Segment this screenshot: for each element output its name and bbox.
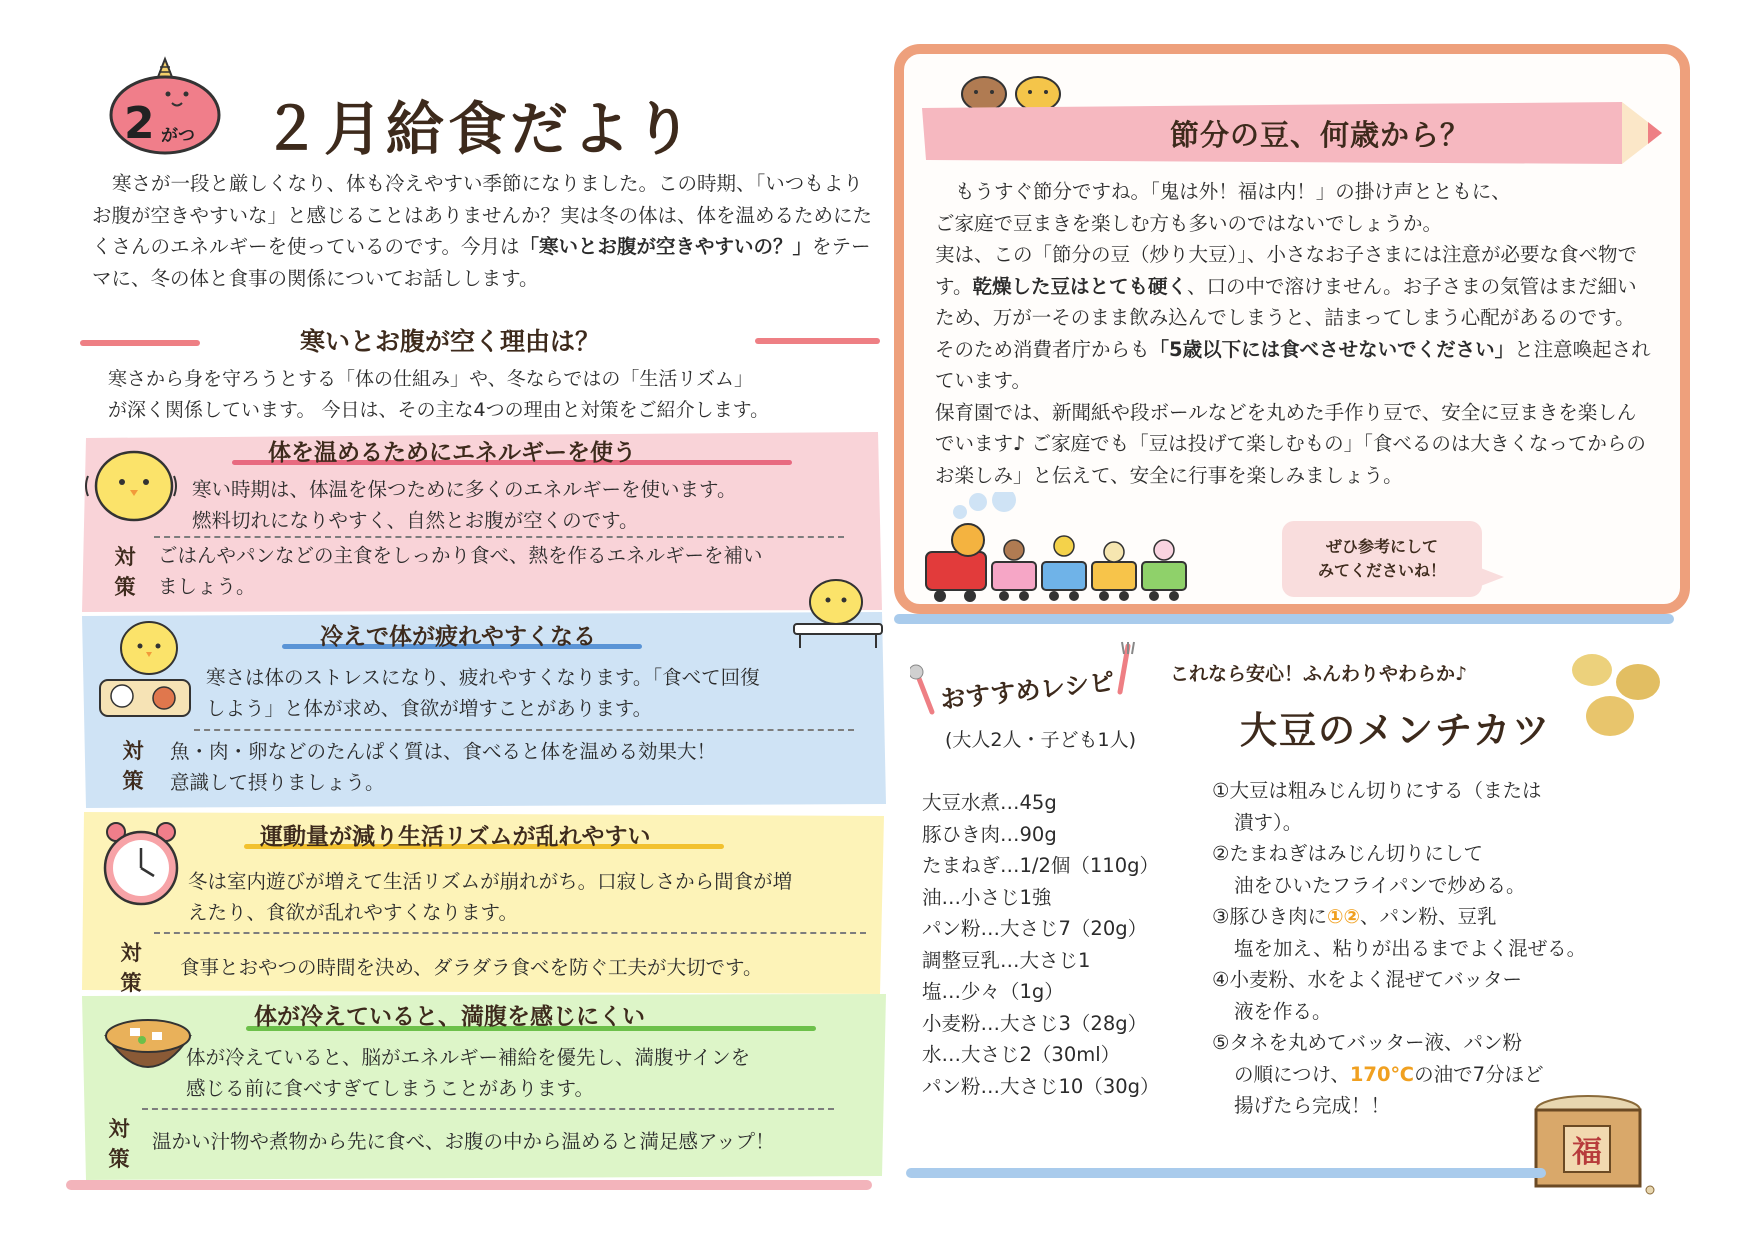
reason-body-line: 燃料切れになりやすく、自然とお腹が空くのです。	[192, 509, 639, 532]
step-text: ②たまねぎはみじん切りにして	[1212, 842, 1483, 865]
reason-tip-line: ましょう。	[158, 575, 256, 598]
step-line	[1212, 1059, 1662, 1091]
intro-text: 寒さが一段と厳しくなり、体も冷えやすい季節になりました。この時期、「いつもよりお腹が空きやすいな」と感じることはありませんか？実は冬の体は、体を温めるためにたくさんのエネルギーを使っているのです。今月は	[92, 172, 873, 258]
badge-number: 2	[124, 98, 155, 149]
reason-body-line: 体が冷えていると、脳がエネルギー補給を優先し、満腹サインを	[186, 1046, 751, 1069]
page-title: ２月給食だより	[262, 95, 697, 163]
reason-title-1: 体を温めるためにエネルギーを使う	[268, 440, 636, 466]
reason-band-2	[82, 612, 886, 808]
reason-body-line: えたり、食欲が乱れやすくなります。	[188, 901, 518, 924]
ingredient-item: たまねぎ…1/2個（110g）	[922, 854, 1159, 877]
reason-body-line: 冬は室内遊びが増えて生活リズムが崩れがち。口寂しさから間食が増	[188, 870, 793, 893]
recipe-subtitle: これなら安心！ふんわりやわらか♪	[1170, 663, 1468, 685]
taisaku-label	[118, 938, 144, 998]
setsubun-bold: 乾燥した豆はとても硬く	[972, 274, 1187, 298]
taisaku-char: 対	[120, 941, 142, 965]
ingredient-item: 大豆水煮…45g	[922, 791, 1057, 814]
soybeans-icon	[1568, 648, 1664, 742]
taisaku-char: 策	[108, 1147, 130, 1171]
band-divider	[154, 536, 844, 538]
section-lead-line-1: 寒さから身を守ろうとする「体の仕組み」や、冬ならではの「生活リズム」	[108, 368, 754, 390]
taisaku-char: 対	[114, 545, 136, 569]
step-text: の油で7分ほど	[1414, 1062, 1544, 1086]
recipe-step	[1212, 964, 1662, 1027]
ingredient-item: パン粉…大さじ7（20g）	[922, 917, 1148, 940]
chick-bath-icon	[790, 562, 886, 648]
recipe-step	[1212, 775, 1662, 838]
recipe-title: 大豆のメンチカツ	[1240, 709, 1552, 752]
setsubun-body	[935, 176, 1655, 491]
ingredient-item: 調整豆乳…大さじ1	[922, 948, 1091, 972]
recipe-step	[1212, 901, 1662, 964]
step-text: ③豚ひき肉に	[1212, 905, 1327, 928]
reason-tip-2	[170, 736, 716, 798]
reason-body-line: 寒さは体のストレスになり、疲れやすくなります。「食べて回復	[206, 666, 760, 689]
speech-bubble	[1282, 521, 1482, 597]
left-bottom-bar	[66, 1180, 872, 1190]
bean-box-icon	[1528, 1090, 1658, 1200]
reason-tip-line: 魚・肉・卵などのたんぱく質は、食べると体を温める効果大！	[170, 740, 717, 763]
taisaku-char: 策	[122, 769, 144, 793]
band-divider	[154, 932, 866, 934]
speech-bubble-tail	[1478, 567, 1504, 587]
reason-body-line: 寒い時期は、体温を保つために多くのエネルギーを使います。	[192, 478, 737, 501]
reason-tip-4	[152, 1126, 775, 1157]
step-ref: ①②	[1326, 905, 1361, 928]
section-bar-left	[80, 340, 200, 346]
box-label: 福	[1572, 1135, 1602, 1170]
recipe-step	[1212, 838, 1662, 901]
step-temperature: 170℃	[1349, 1062, 1415, 1086]
section-lead	[108, 364, 868, 426]
section-bar-right	[755, 338, 880, 344]
miso-soup-icon	[102, 1008, 194, 1088]
reason-tip-line: ごはんやパンなどの主食をしっかり食べ、熱を作るエネルギーを補い	[158, 544, 763, 567]
band-divider	[142, 1108, 834, 1110]
reason-title-4: 体が冷えていると、満腹を感じにくい	[254, 1004, 645, 1030]
taisaku-label	[112, 542, 138, 602]
ingredient-item: 豚ひき肉…90g	[922, 822, 1057, 846]
ingredient-item: 油…小さじ1強	[922, 885, 1052, 909]
step-text: 、パン粉、豆乳	[1360, 905, 1497, 928]
setsubun-paragraph-3	[935, 239, 1655, 397]
ingredient-item: 塩…少々（1g）	[922, 980, 1064, 1003]
right-bottom-bar	[906, 1168, 1546, 1178]
chick-eating-icon	[94, 614, 194, 724]
ingredient-item: 小麦粉…大さじ3（28g）	[922, 1011, 1148, 1035]
badge-suffix: がつ	[161, 126, 195, 146]
setsubun-line: もうすぐ節分ですね。「鬼は外！福は内！」の掛け声とともに、	[955, 180, 1511, 203]
reason-band-3	[82, 812, 886, 994]
reason-body-2	[206, 662, 760, 724]
step-text: 油をひいたフライパンで炒める。	[1234, 873, 1526, 897]
setsubun-bold: 「5歳以下には食べさせないでください」	[1149, 337, 1515, 361]
reason-body-line: しよう」と体が求め、食欲が増すことがあります。	[206, 697, 653, 720]
intro-text-end: をテーマに、冬の体と食事の関係についてお話しします。	[92, 235, 871, 290]
intro-paragraph	[92, 168, 872, 294]
band-divider	[194, 729, 854, 731]
setsubun-line: ご家庭で豆まきを楽しむ方も多いのではないでしょうか。	[935, 211, 1443, 235]
taisaku-label	[120, 736, 146, 796]
reason-tip-3	[180, 952, 762, 983]
ingredient-item: パン粉…大さじ10（30g）	[922, 1074, 1160, 1098]
step-text: ④小麦粉、水をよく混ぜてバッター	[1212, 968, 1522, 991]
speech-line: みてくださいね！	[1317, 561, 1446, 580]
month-badge-icon	[106, 55, 224, 155]
recipe-label-text: おすすめレシピ	[939, 667, 1116, 715]
speech-line: ぜひ参考にして	[1325, 537, 1438, 556]
taisaku-char: 対	[108, 1117, 130, 1141]
taisaku-char: 策	[120, 971, 142, 995]
step-text: の順につけ、	[1234, 1062, 1350, 1086]
alarm-clock-icon	[98, 820, 184, 910]
reason-tip-line: 食事とおやつの時間を決め、ダラダラ食べを防ぐ工夫が大切です。	[180, 956, 763, 979]
reason-tip-1	[158, 540, 763, 602]
recommended-recipe-label	[910, 640, 1150, 726]
reason-band-1	[82, 432, 886, 612]
step-text: 潰す）。	[1234, 810, 1303, 834]
taisaku-char: 対	[122, 739, 144, 763]
chick-shivering-icon	[82, 436, 182, 526]
taisaku-label	[106, 1114, 132, 1174]
animal-train-icon	[920, 492, 1220, 612]
ingredient-list	[922, 787, 1160, 1102]
step-text: 塩を加え、粘りが出るまでよく混ぜる。	[1234, 936, 1587, 960]
intro-bold: 「寒いとお腹が空きやすいの？」	[519, 235, 812, 258]
recipe-steps	[1212, 775, 1662, 1122]
reason-tip-line: 意識して摂りましょう。	[170, 771, 385, 794]
reason-body-3	[188, 866, 792, 928]
right-top-bar	[894, 614, 1674, 624]
reason-body-line: 感じる前に食べすぎてしまうことがあります。	[186, 1077, 594, 1100]
recipe-servings: (大人2人・子ども1人)	[945, 729, 1137, 751]
ingredient-item: 水…大さじ2（30ml）	[922, 1043, 1121, 1066]
reason-body-4	[186, 1042, 750, 1104]
reason-body-1	[192, 474, 736, 536]
setsubun-paragraph-4: 保育園では、新聞紙や段ボールなどを丸めた手作り豆で、安全に豆まきを楽しんでいます♪ ご家庭でも「豆は投げて楽しむもの」「食べるのは大きくなってからのお楽しみ」と伝えて、安全に行事を楽しみましょう。	[935, 400, 1646, 487]
section-lead-line-2: が深く関係しています。 今日は、その主な4つの理由と対策をご紹介します。	[108, 399, 770, 421]
step-text: ⑤タネを丸めてバッター液、パン粉	[1212, 1031, 1522, 1054]
step-text: 揚げたら完成！！	[1234, 1094, 1391, 1117]
setsubun-text: 、口の中で溶けません。お子さまの気管はまだ細いため、万が一そのまま飲み込んでしまうと、詰まってしまう心配があるのです。 そのため消費者庁からも	[935, 274, 1637, 361]
section-title: 寒いとお腹が空く理由は？	[299, 327, 600, 356]
step-text: 液を作る。	[1234, 999, 1332, 1023]
reason-title-3: 運動量が減り生活リズムが乱れやすい	[260, 824, 651, 850]
step-text: ①大豆は粗みじん切りにする（または	[1212, 779, 1542, 802]
setsubun-text: と注意喚起されています。	[935, 337, 1651, 392]
reason-title-2: 冷えで体が疲れやすくなる	[320, 624, 596, 650]
reason-band-4	[82, 994, 886, 1180]
setsubun-title: 節分の豆、何歳から？	[1169, 118, 1470, 152]
reason-tip-line: 温かい汁物や煮物から先に食べ、お腹の中から温めると満足感アップ！	[152, 1130, 775, 1153]
setsubun-text: 実は、この「節分の豆（炒り大豆）」、小さなお子さまには注意が必要な食べ物です。	[935, 243, 1638, 298]
taisaku-char: 策	[114, 575, 136, 599]
